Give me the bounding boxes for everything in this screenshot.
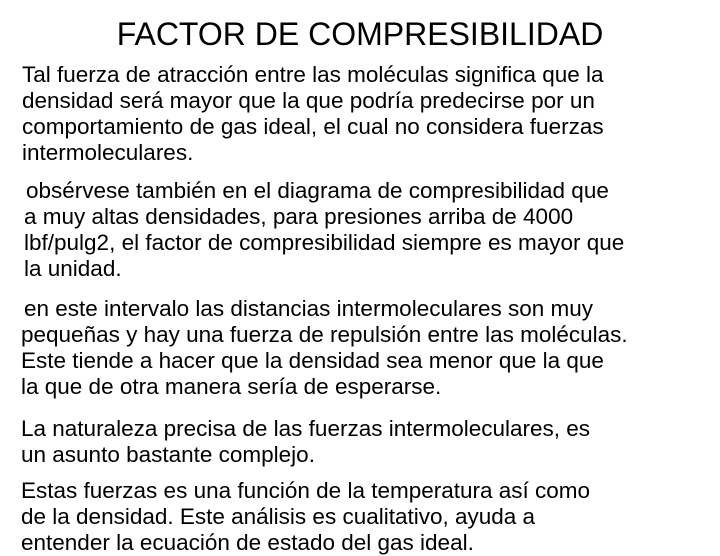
paragraph-line: obsérvese también en el diagrama de compresibilidad que [26, 178, 609, 203]
paragraph-line: Estas fuerzas es una función de la temperatura así como [21, 478, 591, 503]
paragraph-2 [24, 178, 624, 282]
paragraph-line: la unidad. [24, 256, 122, 281]
paragraph-line: Tal fuerza de atracción entre las moléculas significa que la [22, 62, 604, 87]
paragraph-line: Este tiende a hacer que la densidad sea menor que la que [21, 348, 604, 373]
paragraph-line: pequeñas y hay una fuerza de repulsión entre las moléculas. [21, 322, 628, 347]
paragraph-line: La naturaleza precisa de las fuerzas intermoleculares, es [21, 416, 591, 441]
paragraph-line: de la densidad. Este análisis es cualitativo, ayuda a [21, 504, 536, 529]
paragraph-line: intermoleculares. [22, 140, 194, 165]
paragraph-line: densidad será mayor que la que podría predecirse por un [22, 88, 595, 113]
paragraph-line: la que de otra manera sería de esperarse. [21, 374, 442, 399]
paragraph-line: entender la ecuación de estado del gas ideal. [21, 530, 474, 555]
paragraph-1 [22, 62, 604, 166]
paragraph-line: comportamiento de gas ideal, el cual no considera fuerzas [22, 114, 604, 139]
paragraph-5 [21, 478, 590, 556]
paragraph-3 [21, 296, 628, 400]
paragraph-line: en este intervalo las distancias intermoleculares son muy [24, 296, 594, 321]
paragraph-line: a muy altas densidades, para presiones arriba de 4000 [24, 204, 574, 229]
paragraph-line: un asunto bastante complejo. [21, 442, 315, 467]
paragraph-4 [21, 416, 590, 468]
slide-title: FACTOR DE COMPRESIBILIDAD [116, 16, 604, 52]
paragraph-line: lbf/pulg2, el factor de compresibilidad siempre es mayor que [24, 230, 625, 255]
